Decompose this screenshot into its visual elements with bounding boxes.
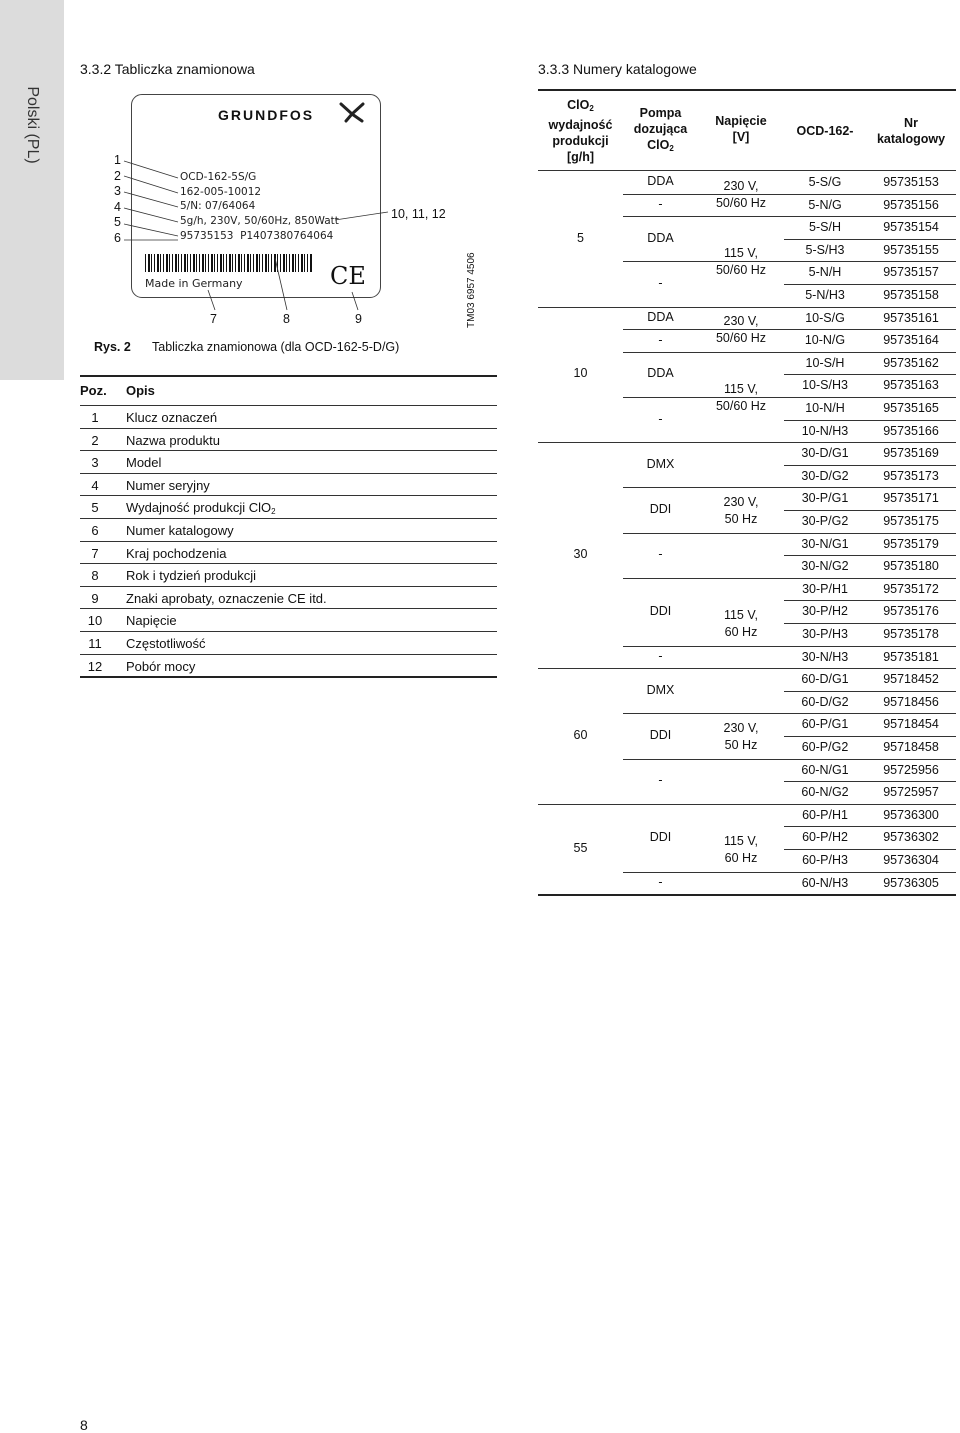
- plate-line-catalog: 95735153 P1407380764064: [180, 230, 334, 242]
- ce-mark-icon: CE: [330, 262, 366, 290]
- callout-7: 7: [210, 312, 217, 326]
- catalog-number: 95735181: [883, 649, 939, 664]
- ocd-code: 60-D/G1: [801, 672, 849, 687]
- pump-rule: [623, 397, 956, 398]
- catalog-top-rule: [538, 89, 956, 91]
- pump-rule: [623, 487, 956, 488]
- pump-rule: [623, 646, 956, 647]
- legend-desc: Nazwa produktu: [126, 432, 220, 448]
- callouts-left: 1 2 3 4 5 6: [114, 153, 121, 245]
- legend-pos: 3: [91, 455, 99, 471]
- legend-pos: 11: [88, 636, 102, 651]
- group-rule: [538, 804, 956, 805]
- legend-desc: Klucz oznaczeń: [126, 410, 218, 425]
- ocd-code: 60-P/H2: [802, 830, 848, 845]
- ocd-code: 10-S/H: [805, 355, 845, 370]
- pump-type: -: [658, 196, 663, 211]
- catalog-number: 95725956: [883, 762, 939, 777]
- pump-type: DDA: [647, 309, 674, 324]
- ocd-code: 60-N/G1: [801, 762, 849, 777]
- row-rule: [784, 849, 956, 850]
- legend-pos: 2: [91, 432, 99, 448]
- legend-row: [80, 496, 497, 518]
- page-number: 8: [80, 1417, 88, 1433]
- ocd-code: 60-P/H1: [802, 807, 848, 822]
- voltage-value: 230 V, 50 Hz: [723, 495, 759, 526]
- catalog-number: 95735171: [883, 491, 939, 506]
- ocd-code: 30-N/H3: [801, 649, 849, 664]
- caption-label: Rys. 2: [94, 340, 131, 354]
- catalog-number: 95735166: [883, 423, 939, 438]
- pump-rule: [623, 352, 956, 353]
- pump-rule: [623, 759, 956, 760]
- catalog-number: 95735172: [883, 581, 939, 596]
- capacity-value: 55: [573, 841, 588, 855]
- group-rule: [538, 442, 956, 443]
- capacity-value: 10: [573, 366, 588, 381]
- ocd-code: 60-N/G2: [801, 785, 849, 800]
- voltage-value: 230 V, 50/60 Hz: [715, 314, 767, 346]
- catalog-number: 95735176: [883, 604, 939, 619]
- col-header-voltage: Napięcie [V]: [715, 114, 767, 144]
- catalog-number: 95735161: [883, 310, 939, 325]
- legend-row: [80, 587, 497, 609]
- pump-rule: [623, 578, 956, 579]
- catalog-number: 95735154: [883, 220, 939, 235]
- legend-pos: 1: [91, 410, 99, 425]
- language-tab-label: Polski (PL): [24, 86, 41, 164]
- legend-row: [80, 655, 497, 677]
- legend-row: [80, 632, 497, 654]
- catalog-number: 95735180: [883, 559, 939, 574]
- ocd-code: 10-N/H: [805, 401, 845, 415]
- pump-rule: [623, 194, 956, 195]
- pump-type: DDI: [649, 603, 672, 618]
- group-rule: [538, 668, 956, 669]
- legend-pos: 6: [91, 523, 99, 538]
- plate-made-in: Made in Germany: [145, 277, 243, 290]
- legend-row: [80, 429, 497, 451]
- catalog-number: 95735165: [883, 401, 939, 415]
- callout-9: 9: [355, 312, 362, 326]
- pump-type: DDA: [647, 366, 674, 381]
- pump-type: DMX: [646, 682, 675, 697]
- ocd-code: 5-S/H: [809, 220, 841, 235]
- legend-pos: 8: [91, 568, 99, 584]
- capacity-value: 5: [577, 230, 584, 245]
- catalog-number: 95736304: [883, 853, 939, 867]
- legend-row: [80, 451, 497, 473]
- group-rule: [538, 307, 956, 308]
- ocd-code: 30-P/G1: [801, 491, 849, 506]
- plate-line-serial: 5/N: 07/64064: [180, 200, 256, 212]
- legend-row: [80, 542, 497, 564]
- ocd-code: 5-S/G: [808, 175, 842, 189]
- ocd-code: 5-S/H3: [805, 242, 845, 257]
- row-rule: [784, 420, 956, 421]
- legend-desc: Wydajność produkcji ClO$_2$: [126, 500, 276, 517]
- catalog-number: 95735156: [883, 197, 939, 212]
- pump-rule: [623, 216, 956, 217]
- voltage-value: 115 V, 50/60 Hz: [715, 246, 767, 278]
- legend-pos: 4: [91, 477, 99, 493]
- legend-top-rule: [80, 375, 497, 377]
- plate-line-rating: 5g/h, 230V, 50/60Hz, 850Watt: [180, 215, 339, 227]
- ocd-code: 10-S/H3: [802, 378, 848, 393]
- legend-desc: Numer katalogowy: [126, 523, 234, 538]
- legend-head-pos: Poz.: [80, 383, 107, 398]
- row-rule: [784, 736, 956, 737]
- ocd-code: 30-D/G2: [801, 468, 849, 483]
- pump-type: -: [658, 874, 663, 889]
- legend-row: [80, 609, 497, 631]
- row-rule: [784, 826, 956, 827]
- callout-8: 8: [283, 312, 290, 326]
- ocd-code: 60-N/H3: [801, 875, 849, 890]
- catalog-head-rule: [538, 170, 956, 171]
- row-rule: [784, 691, 956, 692]
- legend-desc: Znaki aprobaty, oznaczenie CE itd.: [126, 590, 327, 606]
- catalog-number: 95735158: [883, 288, 939, 302]
- legend-desc: Model: [126, 455, 162, 471]
- row-rule: [784, 781, 956, 782]
- row-rule: [784, 600, 956, 601]
- col-header-capacity: ClO$_2$ wydajność produkcji [g/h]: [548, 98, 613, 164]
- catalog-number: 95735157: [883, 265, 939, 280]
- capacity-value: 60: [573, 728, 588, 742]
- row-rule: [784, 623, 956, 624]
- catalog-number: 95735153: [883, 175, 939, 189]
- legend-pos: 12: [87, 658, 103, 674]
- pump-rule: [623, 872, 956, 873]
- pump-type: DDI: [649, 829, 672, 844]
- voltage-value: 115 V, 60 Hz: [723, 834, 759, 865]
- legend-desc: Pobór mocy: [126, 658, 196, 674]
- ocd-code: 30-P/H1: [802, 581, 848, 596]
- section-title-catalog: 3.3.3 Numery katalogowe: [538, 61, 697, 77]
- catalog-number: 95735169: [883, 446, 939, 461]
- plate-line-product: 162-005-10012: [180, 186, 262, 198]
- catalog-bottom-rule: [538, 894, 956, 896]
- pump-rule: [623, 533, 956, 534]
- pump-type: -: [658, 276, 663, 290]
- ocd-code: 5-N/H3: [805, 288, 845, 302]
- catalog-number: 95735173: [883, 468, 939, 483]
- pump-type: -: [658, 332, 663, 347]
- ocd-code: 30-P/H2: [802, 604, 848, 619]
- legend-desc: Kraj pochodzenia: [126, 545, 227, 561]
- catalog-number: 95736302: [883, 830, 939, 845]
- catalog-number: 95735179: [883, 536, 939, 551]
- row-rule: [784, 284, 956, 285]
- ocd-code: 60-P/G1: [801, 717, 849, 732]
- catalog-number: 95735178: [883, 627, 939, 641]
- ocd-code: 10-S/G: [805, 310, 845, 325]
- ocd-code: 10-N/H3: [801, 423, 849, 438]
- ocd-code: 5-N/H: [808, 265, 842, 280]
- caption-text: Tabliczka znamionowa (dla OCD-162-5-D/G): [152, 340, 400, 354]
- legend-head-desc: Opis: [126, 383, 155, 398]
- ocd-code: 30-N/G1: [801, 536, 849, 551]
- callout-lines: [0, 0, 480, 340]
- ocd-code: 5-N/G: [808, 197, 842, 212]
- row-rule: [784, 510, 956, 511]
- catalog-number: 95735155: [883, 242, 939, 257]
- col-header-pump: Pompa dozująca ClO$_2$: [633, 106, 688, 153]
- callout-right: 10, 11, 12: [391, 207, 446, 221]
- catalog-number: 95735175: [883, 514, 939, 528]
- col-header-ocd: OCD-162-: [796, 124, 854, 138]
- ocd-code: 60-P/H3: [802, 853, 848, 867]
- catalog-number: 95718452: [883, 672, 939, 687]
- catalog-number: 95735164: [883, 333, 939, 348]
- figure-code: TM03 6957 4506: [466, 252, 477, 328]
- pump-rule: [623, 713, 956, 714]
- pump-type: -: [658, 547, 663, 562]
- pump-type: DDI: [649, 728, 672, 742]
- catalog-number: 95736300: [883, 807, 939, 822]
- catalog-number: 95718454: [883, 717, 939, 732]
- voltage-value: 115 V, 60 Hz: [723, 608, 759, 639]
- pump-type: -: [658, 773, 663, 788]
- ocd-code: 30-N/G2: [801, 559, 849, 574]
- catalog-number: 95735162: [883, 355, 939, 370]
- catalog-number: 95735163: [883, 378, 939, 393]
- catalog-number: 95718458: [883, 740, 939, 754]
- row-rule: [784, 555, 956, 556]
- ocd-code: 30-P/G2: [801, 514, 849, 528]
- row-rule: [784, 239, 956, 240]
- pump-rule: [623, 261, 956, 262]
- ocd-code: 30-P/H3: [802, 627, 848, 641]
- ocd-code: 60-P/G2: [801, 740, 849, 754]
- pump-type: DMX: [646, 456, 675, 471]
- catalog-number: 95725957: [883, 785, 939, 800]
- legend-desc: Napięcie: [126, 613, 177, 629]
- pump-rule: [623, 329, 956, 330]
- ocd-code: 30-D/G1: [801, 446, 849, 461]
- legend-row-rule: [80, 676, 497, 678]
- pump-type: DDI: [649, 502, 672, 516]
- legend-desc: Numer seryjny: [126, 477, 210, 493]
- catalog-number: 95736305: [883, 875, 939, 890]
- capacity-value: 30: [573, 547, 588, 562]
- legend-desc: Rok i tydzień produkcji: [126, 568, 257, 584]
- section-title-nameplate: 3.3.2 Tabliczka znamionowa: [80, 61, 255, 77]
- pump-type: -: [658, 648, 663, 663]
- legend-desc: Częstotliwość: [126, 636, 206, 651]
- legend-pos: 9: [91, 590, 99, 606]
- legend-pos: 7: [91, 545, 99, 561]
- legend-pos: 10: [87, 613, 103, 629]
- legend-pos: 5: [91, 500, 99, 516]
- pump-type: DDA: [647, 174, 674, 189]
- grundfos-logo: GRUNDFOS: [218, 107, 315, 123]
- legend-row: [80, 406, 497, 428]
- ocd-code: 60-D/G2: [801, 694, 849, 709]
- pump-type: DDA: [647, 230, 674, 245]
- legend-row: [80, 519, 497, 541]
- row-rule: [784, 374, 956, 375]
- catalog-number: 95718456: [883, 694, 939, 709]
- pump-type: -: [658, 411, 663, 426]
- voltage-value: 115 V, 50/60 Hz: [715, 382, 767, 413]
- voltage-value: 230 V, 50/60 Hz: [715, 178, 767, 210]
- col-header-catalog-no: Nr katalogowy: [876, 116, 946, 146]
- row-rule: [784, 465, 956, 466]
- ocd-code: 10-N/G: [804, 333, 846, 348]
- voltage-value: 230 V, 50 Hz: [723, 721, 759, 752]
- plate-line-model-key: OCD-162-5S/G: [180, 171, 257, 183]
- legend-row: [80, 564, 497, 586]
- legend-row: [80, 474, 497, 496]
